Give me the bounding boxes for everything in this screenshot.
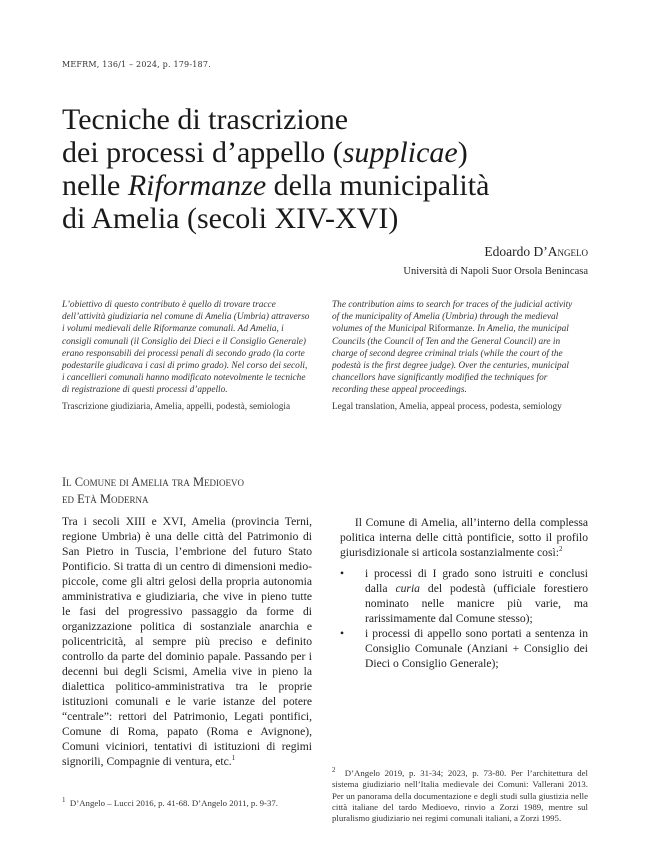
abstract-italian: [62, 299, 310, 413]
keywords-english: Legal translation, Amelia, appeal process, podesta, semiology: [332, 401, 562, 412]
keywords-italian: Trascrizione giudiziaria, Amelia, appelli, podestà, semiologia: [62, 401, 291, 412]
jurisdiction-list: [340, 566, 588, 671]
abstract-english-text: The contribution aims to search for traces of the judicial activity of the municipality of Amelia (Umbria) through the medieval volumes of the Municipal Riformanze. In Amelia, the municipal Councils (the Council of Ten and the General Council) are in charge of second degree criminal trials (while the court of the podestà is the first degree judge). Over the centuries, municipal chancellors have significantly modified the techniques for recording these appeal proceedings.: [332, 300, 573, 396]
body-column-left: Tra i secoli XIII e XVI, Amelia (provincia Terni, regione Umbria) è una delle città del Patrimonio di San Pietro in Tuscia, l’embrione del futuro Stato Pontificio. Si tratta di un centro di dimensioni medio-piccole, come gli altri gelosi della propria autonomia amministrativa e giudiziaria, che vive in pieno tutte le fasi del progressivo passaggio da forme di organizzazione politica di sostanziale anarchia e policentricità, al sempre più preciso e definito controllo da parte del dominio papale. Passando per i decenni bui degli Scismi, Amelia vive in pieno la dialettica politico-amministrativa tra le proprie istituzioni comunali e le varie istanze del potere “centrale”: rettori del Patrimonio, Legati pontifici, Comune di Roma, papato (Roma e Avignone), Comuni viciniori, tentativi di istituzioni di regimi signorili, Compagnie di ventura, etc.$^1$: [62, 515, 312, 768]
author-affiliation: Università di Napoli Suor Orsola Benincasa: [403, 266, 588, 277]
running-header: MEFRM, 136/1 – 2024, p. 179-187.: [62, 60, 211, 69]
footnote-1: $^1$ D’Angelo – Lucci 2016, p. 41-68. D’Angelo 2011, p. 9-37.: [62, 796, 278, 808]
title-line-2: dei processi d’appello (supplicae): [62, 136, 468, 169]
list-item: • i processi di I grado sono istruiti e conclusi dalla curia del podestà (ufficiale forestiero nominato nelle manicre più varie, ma rarissimamente dal Comune stesso);: [340, 567, 588, 625]
title-line-4: di Amelia (secoli XIV-XVI): [62, 202, 399, 235]
title-line-3: nelle Riformanze della municipalità: [62, 169, 490, 202]
footnote-ref-2[interactable]: 2: [558, 545, 563, 554]
author-name: Edoardo D’Angelo: [484, 244, 588, 259]
title-line-1: Tecniche di trascrizione: [62, 103, 349, 136]
article-title: [62, 103, 592, 235]
list-item: • i processi di appello sono portati a sentenza in Consiglio Comunale (Anziani + Consiglio dei Dieci o Consiglio Generale);: [340, 627, 588, 670]
paragraph-intro: Il Comune di Amelia, all’interno della complessa politica interna delle città pontificie, sotto il profilo giurisdizionale si articola sostanzialmente così:$^2$: [340, 516, 588, 559]
abstract-english: [332, 299, 580, 413]
footnote-ref-1[interactable]: 1: [231, 754, 236, 763]
section-heading: Il Comune di Amelia tra Medioevo ed Età Moderna: [62, 475, 245, 506]
footnote-2: $^2$ D’Angelo 2019, p. 31-34; 2023, p. 73-80. Per l’architettura del sistema giudiziario nell’Italia medievale dei Comuni: Vallerani 2013. Per un panorama della documentazione e degli studi sulla giustizia nelle città italiane del tardo Medioevo, rinvio a Zorzi 1989, mentre sul pluralismo giudiziario nei regimi comunali italiani, a Zorzi 1995.: [332, 766, 588, 824]
abstract-italian-text: L’obiettivo di questo contributo è quello di trovare tracce dell’attività giudiziaria nel comune di Amelia (Umbria) attraverso i volumi medievali delle Riformanze comunali. Ad Amelia, i consigli comunali (il Consiglio dei Dieci e il Consiglio Generale) erano responsabili dei processi penali di secondo grado (la corte podestarile giudicava i casi di primo grado). Nel corso dei secoli, i cancellieri comunali hanno modificato notevolmente le tecniche di registrazione di questi processi d’appello.: [62, 300, 310, 396]
body-column-right: [340, 515, 588, 671]
